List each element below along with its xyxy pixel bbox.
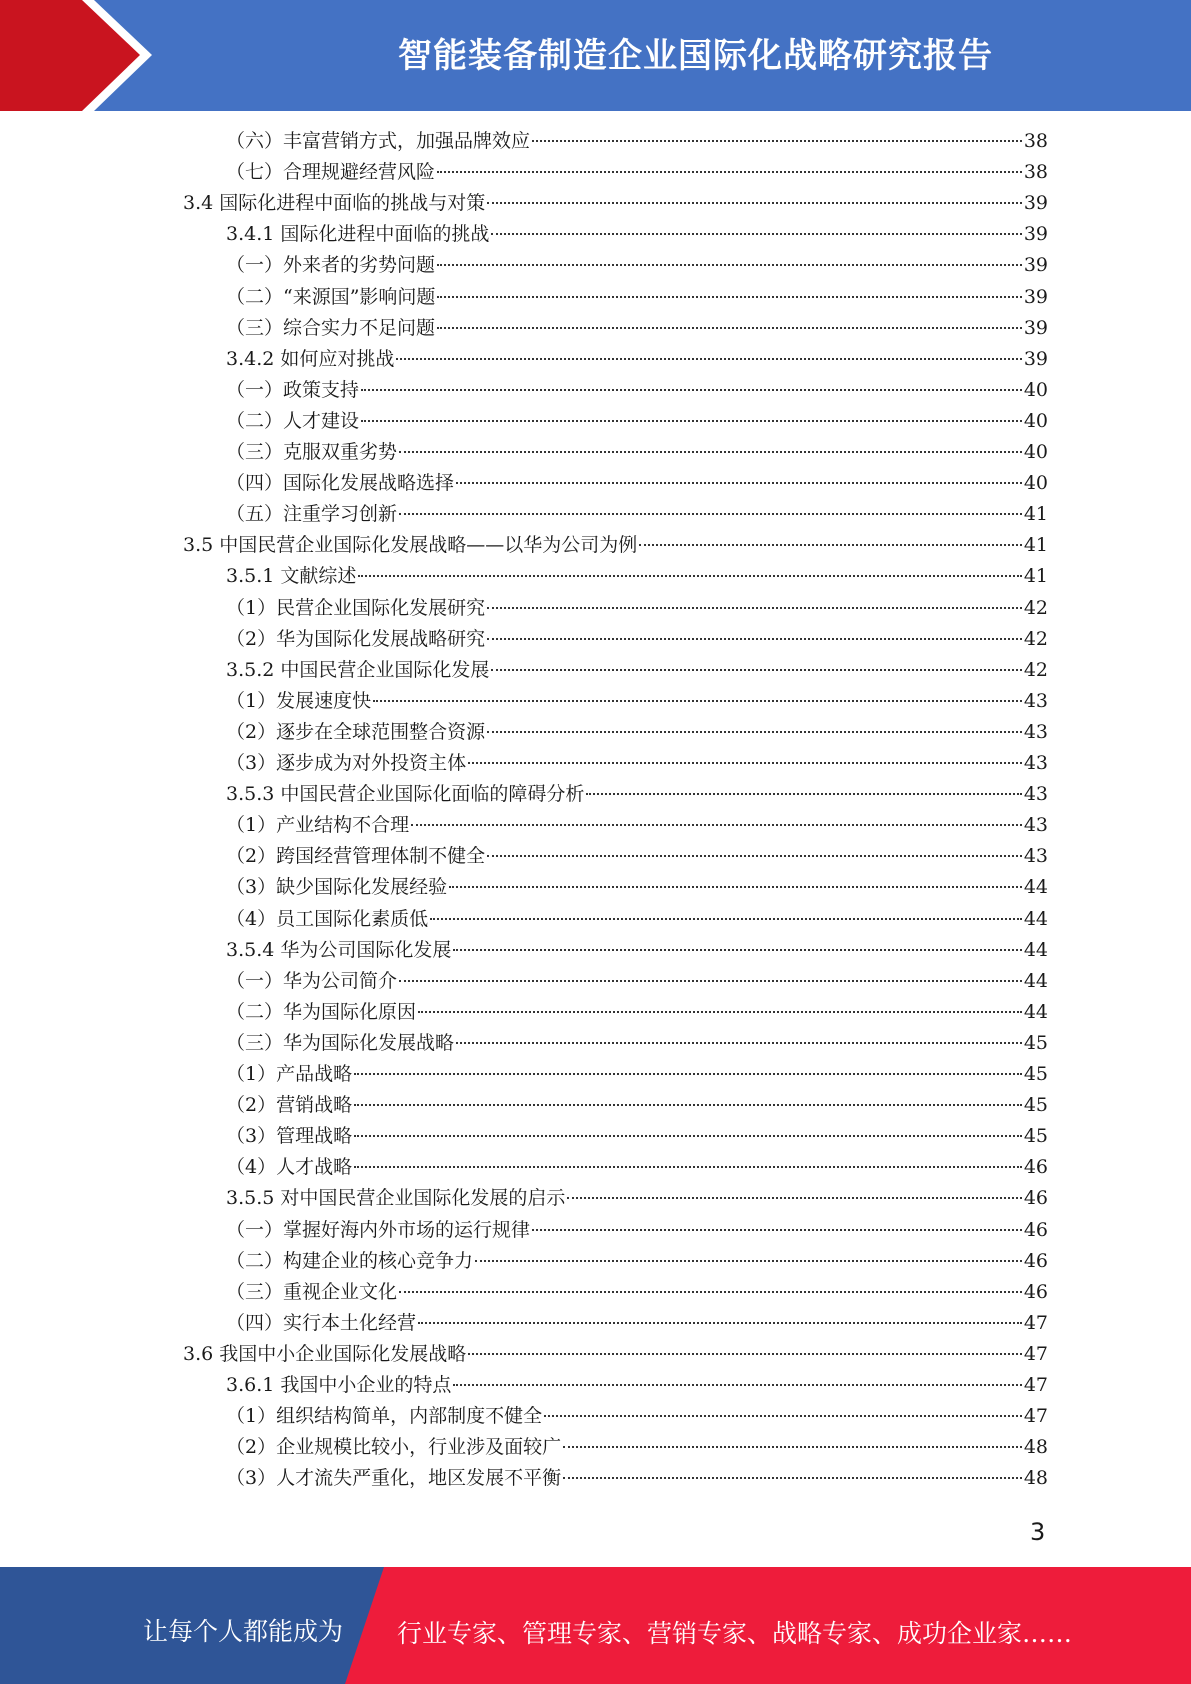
toc-entry[interactable] bbox=[226, 1277, 1048, 1308]
toc-entry-label: （1）发展速度快 bbox=[226, 689, 372, 712]
toc-dot-leader bbox=[418, 1322, 1022, 1324]
toc-entry[interactable] bbox=[226, 499, 1048, 530]
toc-dot-leader bbox=[456, 482, 1022, 484]
toc-entry[interactable] bbox=[226, 1246, 1048, 1277]
toc-entry[interactable] bbox=[226, 810, 1048, 841]
toc-entry-label: 3.5 中国民营企业国际化发展战略——以华为公司为例 bbox=[183, 534, 638, 557]
toc-entry-label: （一）外来者的劣势问题 bbox=[226, 254, 436, 277]
toc-entry[interactable] bbox=[226, 375, 1048, 406]
toc-entry-label: （一）华为公司简介 bbox=[226, 969, 398, 992]
toc-entry-page: 46 bbox=[1023, 1156, 1048, 1179]
toc-dot-leader bbox=[532, 1229, 1022, 1231]
toc-entry[interactable] bbox=[226, 593, 1048, 624]
toc-entry-page: 47 bbox=[1023, 1342, 1048, 1365]
toc-entry-page: 39 bbox=[1023, 347, 1048, 370]
toc-dot-leader bbox=[487, 855, 1022, 857]
toc-entry[interactable] bbox=[226, 344, 1048, 375]
toc-entry[interactable] bbox=[226, 1121, 1048, 1152]
toc-entry[interactable] bbox=[226, 313, 1048, 344]
toc-entry-page: 47 bbox=[1023, 1311, 1048, 1334]
toc-dot-leader bbox=[491, 233, 1021, 235]
toc-entry-label: （4）人才战略 bbox=[226, 1156, 353, 1179]
toc-entry[interactable] bbox=[226, 1215, 1048, 1246]
toc-entry-label: （七）合理规避经营风险 bbox=[226, 161, 436, 184]
toc-entry[interactable] bbox=[226, 966, 1048, 997]
toc-dot-leader bbox=[399, 1291, 1022, 1293]
toc-entry-page: 48 bbox=[1023, 1436, 1048, 1459]
toc-entry-page: 42 bbox=[1023, 596, 1048, 619]
toc-entry-label: （二）构建企业的核心竞争力 bbox=[226, 1249, 474, 1272]
toc-entry[interactable] bbox=[226, 1463, 1048, 1494]
toc-entry-page: 38 bbox=[1023, 130, 1048, 152]
toc-entry-label: （一）掌握好海内外市场的运行规律 bbox=[226, 1218, 531, 1241]
toc-entry-label: （3）人才流失严重化，地区发展不平衡 bbox=[226, 1467, 562, 1490]
toc-dot-leader bbox=[399, 451, 1022, 453]
toc-entry-page: 43 bbox=[1023, 752, 1048, 774]
toc-entry-page: 39 bbox=[1023, 254, 1048, 277]
toc-dot-leader bbox=[487, 202, 1022, 204]
toc-entry-page: 45 bbox=[1023, 1031, 1048, 1054]
toc-dot-leader bbox=[468, 1353, 1022, 1355]
footer-slogan-left: 让每个人都能成为 bbox=[143, 1617, 344, 1646]
page-number: 3 bbox=[1030, 1518, 1046, 1546]
toc-entry-page: 42 bbox=[1023, 658, 1048, 681]
toc-dot-leader bbox=[487, 731, 1022, 733]
toc-entry-label: （1）民营企业国际化发展研究 bbox=[226, 596, 486, 619]
toc-entry-label: （4）员工国际化素质低 bbox=[226, 907, 429, 930]
toc-entry[interactable] bbox=[183, 188, 1048, 219]
toc-entry-page: 40 bbox=[1023, 409, 1048, 432]
toc-dot-leader bbox=[532, 140, 1022, 142]
toc-dot-leader bbox=[456, 1042, 1022, 1044]
toc-entry-label: 3.4 国际化进程中面临的挑战与对策 bbox=[183, 192, 486, 215]
toc-entry-page: 46 bbox=[1023, 1249, 1048, 1272]
toc-dot-leader bbox=[468, 762, 1022, 764]
toc-entry-page: 41 bbox=[1023, 534, 1048, 557]
toc-entry[interactable] bbox=[226, 250, 1048, 281]
toc-dot-leader bbox=[453, 1384, 1021, 1386]
toc-dot-leader bbox=[487, 638, 1022, 640]
toc-entry-label: 3.5.1 文献综述 bbox=[226, 565, 357, 588]
toc-entry-page: 46 bbox=[1023, 1187, 1048, 1210]
toc-entry[interactable] bbox=[226, 126, 1048, 157]
toc-entry[interactable] bbox=[226, 655, 1048, 686]
toc-entry-page: 44 bbox=[1023, 1000, 1048, 1023]
toc-entry[interactable] bbox=[183, 1339, 1048, 1370]
toc-entry-label: （四）国际化发展战略选择 bbox=[226, 472, 455, 495]
toc-entry-label: 3.4.1 国际化进程中面临的挑战 bbox=[226, 223, 490, 246]
toc-dot-leader bbox=[411, 824, 1022, 826]
toc-entry-page: 44 bbox=[1023, 938, 1048, 961]
toc-entry-label: 3.5.5 对中国民营企业国际化发展的启示 bbox=[226, 1187, 566, 1210]
toc-entry-page: 46 bbox=[1023, 1218, 1048, 1241]
toc-dot-leader bbox=[354, 1104, 1022, 1106]
footer-slogan-right: 行业专家、管理专家、营销专家、战略专家、成功企业家…… bbox=[397, 1619, 1073, 1648]
toc-dot-leader bbox=[563, 1446, 1022, 1448]
toc-entry-page: 41 bbox=[1023, 503, 1048, 526]
toc-dot-leader bbox=[399, 513, 1022, 515]
toc-entry-label: 3.5.3 中国民营企业国际化面临的障碍分析 bbox=[226, 783, 585, 806]
toc-entry-page: 43 bbox=[1023, 689, 1048, 712]
toc-entry[interactable] bbox=[226, 1059, 1048, 1090]
toc-entry-label: （六）丰富营销方式，加强品牌效应 bbox=[226, 130, 531, 152]
toc-entry[interactable] bbox=[226, 561, 1048, 592]
toc-dot-leader bbox=[487, 607, 1022, 609]
toc-dot-leader bbox=[399, 980, 1022, 982]
toc-dot-leader bbox=[358, 575, 1021, 577]
header-chevron-icon bbox=[0, 0, 140, 111]
toc-entry-page: 45 bbox=[1023, 1094, 1048, 1117]
toc-entry-label: （2）跨国经营管理体制不健全 bbox=[226, 845, 486, 868]
toc-entry-label: （2）营销战略 bbox=[226, 1094, 353, 1117]
toc-dot-leader bbox=[354, 1135, 1022, 1137]
toc-entry-page: 42 bbox=[1023, 627, 1048, 650]
toc-entry[interactable] bbox=[226, 219, 1048, 250]
toc-entry[interactable] bbox=[183, 530, 1048, 561]
toc-entry[interactable] bbox=[226, 872, 1048, 903]
document-title: 智能装备制造企业国际化战略研究报告 bbox=[398, 36, 993, 76]
toc-entry[interactable] bbox=[226, 1370, 1048, 1401]
toc-entry-label: 3.6 我国中小企业国际化发展战略 bbox=[183, 1342, 467, 1365]
toc-entry[interactable] bbox=[226, 841, 1048, 872]
toc-dot-leader bbox=[354, 1166, 1022, 1168]
toc-entry[interactable] bbox=[226, 1028, 1048, 1059]
toc-entry-label: （1）产业结构不合理 bbox=[226, 814, 410, 837]
toc-entry-label: （二）“来源国”影响问题 bbox=[226, 285, 436, 308]
header-banner bbox=[0, 0, 1191, 111]
toc-entry-label: （3）缺少国际化发展经验 bbox=[226, 876, 448, 899]
toc-dot-leader bbox=[453, 949, 1021, 951]
toc-dot-leader bbox=[373, 700, 1022, 702]
toc-dot-leader bbox=[418, 1011, 1022, 1013]
toc-entry-label: 3.5.2 中国民营企业国际化发展 bbox=[226, 658, 490, 681]
toc-entry[interactable] bbox=[226, 1183, 1048, 1214]
toc-dot-leader bbox=[437, 171, 1022, 173]
toc-entry-label: 3.6.1 我国中小企业的特点 bbox=[226, 1374, 452, 1396]
toc-entry-page: 44 bbox=[1023, 876, 1048, 899]
toc-entry-page: 43 bbox=[1023, 720, 1048, 743]
toc-entry-label: （2）华为国际化发展战略研究 bbox=[226, 627, 486, 650]
toc-entry-label: （三）综合实力不足问题 bbox=[226, 316, 436, 339]
toc-entry[interactable] bbox=[226, 1432, 1048, 1463]
toc-entry-page: 47 bbox=[1023, 1374, 1048, 1396]
toc-entry-page: 45 bbox=[1023, 1063, 1048, 1085]
toc-entry-label: （三）重视企业文化 bbox=[226, 1280, 398, 1303]
toc-entry[interactable] bbox=[226, 1308, 1048, 1339]
toc-entry-page: 40 bbox=[1023, 378, 1048, 401]
toc-entry-label: （二）华为国际化原因 bbox=[226, 1000, 417, 1023]
toc-entry-label: （二）人才建设 bbox=[226, 409, 360, 432]
toc-entry-page: 47 bbox=[1023, 1405, 1048, 1428]
toc-entry[interactable] bbox=[226, 624, 1048, 655]
toc-entry-page: 43 bbox=[1023, 814, 1048, 837]
toc-entry-page: 38 bbox=[1023, 161, 1048, 184]
toc-entry-page: 39 bbox=[1023, 316, 1048, 339]
toc-entry[interactable] bbox=[226, 904, 1048, 935]
toc-dot-leader bbox=[475, 1260, 1022, 1262]
toc-entry[interactable] bbox=[226, 1401, 1048, 1432]
toc-dot-leader bbox=[437, 264, 1022, 266]
toc-dot-leader bbox=[449, 886, 1022, 888]
toc-entry-page: 48 bbox=[1023, 1467, 1048, 1490]
toc-entry-page: 46 bbox=[1023, 1280, 1048, 1303]
toc-dot-leader bbox=[430, 918, 1022, 920]
toc-entry[interactable] bbox=[226, 686, 1048, 717]
toc-entry[interactable] bbox=[226, 1090, 1048, 1121]
toc-dot-leader bbox=[437, 327, 1022, 329]
toc-entry-label: 3.5.4 华为公司国际化发展 bbox=[226, 938, 452, 961]
toc-entry-page: 39 bbox=[1023, 285, 1048, 308]
toc-entry-label: 3.4.2 如何应对挑战 bbox=[226, 347, 395, 370]
toc-entry-label: （3）管理战略 bbox=[226, 1125, 353, 1148]
toc-entry[interactable] bbox=[226, 748, 1048, 779]
toc-dot-leader bbox=[544, 1415, 1022, 1417]
toc-entry-page: 44 bbox=[1023, 969, 1048, 992]
toc-entry-page: 44 bbox=[1023, 907, 1048, 930]
toc-entry[interactable] bbox=[226, 406, 1048, 437]
toc-entry[interactable] bbox=[226, 997, 1048, 1028]
toc-entry-page: 39 bbox=[1023, 223, 1048, 246]
toc-entry-page: 40 bbox=[1023, 472, 1048, 495]
toc-entry-label: （3）逐步成为对外投资主体 bbox=[226, 752, 467, 774]
toc-entry[interactable] bbox=[226, 437, 1048, 468]
toc-dot-leader bbox=[396, 358, 1021, 360]
toc-entry-label: （一）政策支持 bbox=[226, 378, 360, 401]
toc-entry-label: （三）克服双重劣势 bbox=[226, 441, 398, 463]
toc-entry[interactable] bbox=[226, 1152, 1048, 1183]
toc-entry[interactable] bbox=[226, 282, 1048, 313]
toc-entry-page: 41 bbox=[1023, 565, 1048, 588]
toc-entry-label: （2）企业规模比较小，行业涉及面较广 bbox=[226, 1436, 562, 1459]
toc-entry[interactable] bbox=[226, 157, 1048, 188]
toc-entry-page: 39 bbox=[1023, 192, 1048, 215]
toc-dot-leader bbox=[586, 793, 1021, 795]
toc-dot-leader bbox=[361, 420, 1022, 422]
toc-entry-label: （三）华为国际化发展战略 bbox=[226, 1031, 455, 1054]
toc-entry-page: 45 bbox=[1023, 1125, 1048, 1148]
toc-entry-label: （四）实行本土化经营 bbox=[226, 1311, 417, 1334]
toc-dot-leader bbox=[639, 544, 1022, 546]
toc-entry-page: 40 bbox=[1023, 441, 1048, 463]
toc-entry[interactable] bbox=[226, 468, 1048, 499]
toc-entry-label: （五）注重学习创新 bbox=[226, 503, 398, 526]
toc-entry-label: （2）逐步在全球范围整合资源 bbox=[226, 720, 486, 743]
toc-dot-leader bbox=[567, 1197, 1021, 1199]
toc-dot-leader bbox=[491, 669, 1021, 671]
toc-entry-page: 43 bbox=[1023, 845, 1048, 868]
toc-entry-label: （1）产品战略 bbox=[226, 1063, 353, 1085]
toc-entry[interactable] bbox=[226, 935, 1048, 966]
toc-dot-leader bbox=[437, 296, 1021, 298]
toc-dot-leader bbox=[361, 389, 1022, 391]
toc-entry-label: （1）组织结构简单，内部制度不健全 bbox=[226, 1405, 543, 1428]
toc-entry[interactable] bbox=[226, 779, 1048, 810]
toc-entry[interactable] bbox=[226, 717, 1048, 748]
toc-dot-leader bbox=[354, 1073, 1022, 1075]
toc-dot-leader bbox=[563, 1477, 1022, 1479]
toc-entry-page: 43 bbox=[1023, 783, 1048, 806]
